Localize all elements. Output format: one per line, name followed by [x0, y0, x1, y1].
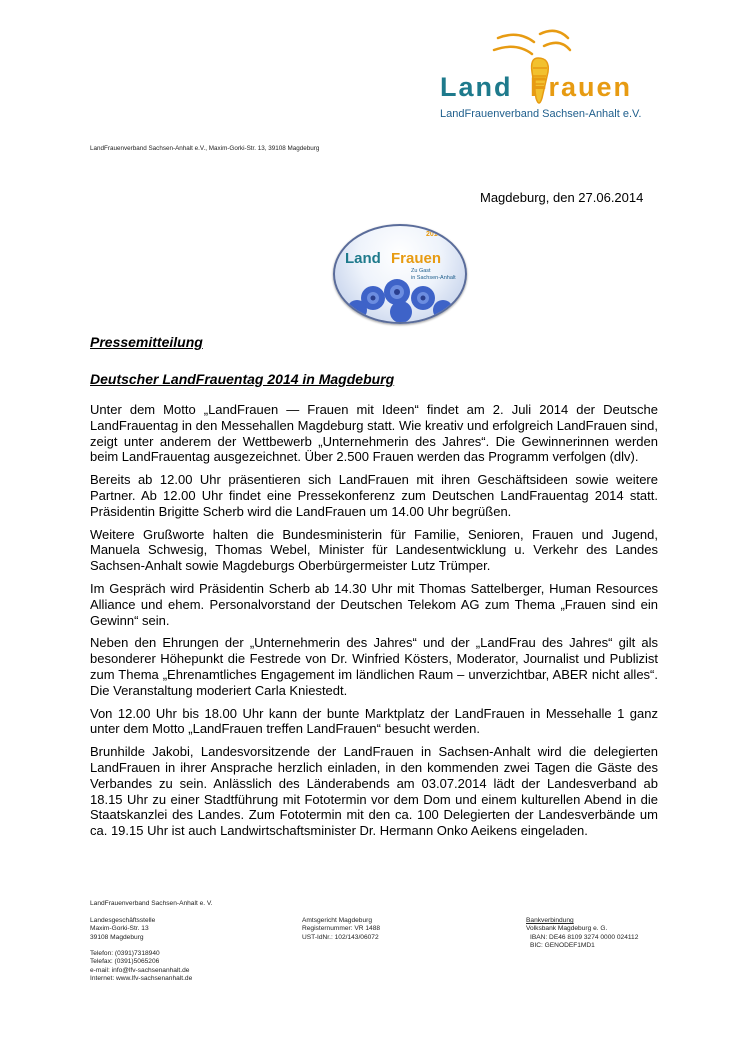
- footer-iban: IBAN: DE46 8109 3274 0000 024112: [530, 933, 639, 941]
- footer-phone: Telefon: (0391)7318940: [90, 950, 160, 957]
- logo-subtitle: LandFrauenverband Sachsen-Anhalt e.V.: [440, 108, 642, 120]
- footer-line: Registernummer: VR 1488: [302, 925, 381, 933]
- footer-org-name: LandFrauenverband Sachsen-Anhalt e. V.: [90, 900, 213, 907]
- footer-registry: [302, 917, 380, 942]
- paragraph: Von 12.00 Uhr bis 18.00 Uhr kann der bunte Marktplatz der LandFrauen in Messehalle 1 ganz unter dem Motto „LandFrauen treffen LandFrauen“ besucht werden.: [90, 705, 658, 737]
- event-badge: [333, 224, 467, 324]
- sender-address-line: LandFrauenverband Sachsen-Anhalt e.V., Maxim-Gorki-Str. 13, 39108 Magdeburg: [90, 145, 320, 152]
- paragraph: Weitere Grußworte halten die Bundesministerin für Familie, Senioren, Frauen und Jugend, Manuela Schwesig, Thomas Webel, Minister für Landesentwicklung u. Verkehr des Landes Sachsen-Anhalt sowie Magdeburgs Oberbürgermeister Lutz Trümper.: [90, 526, 658, 574]
- article-title: Deutscher LandFrauentag 2014 in Magdeburg: [90, 371, 395, 387]
- badge-tagline-2: in Sachsen-Anhalt: [411, 275, 456, 281]
- paragraph: Unter dem Motto „LandFrauen — Frauen mit Ideen“ findet am 2. Juli 2014 der Deutsche LandFrauentag in den Messehallen Magdeburg statt. Wie kreativ und erfolgreich LandFrauen sind, zeigt unter anderem der Wettbewerb „Unternehmerin des Jahres“. Die Gewinnerinnen werden beim LandFrauentag ausgezeichnet. Über 2.500 Frauen werden das Programm verfolgen (dlv).: [90, 402, 658, 465]
- footer-line: UST-IdNr.: 102/143/06072: [302, 933, 379, 941]
- footer-line: 39108 Magdeburg: [90, 933, 144, 941]
- footer-bank-heading: Bankverbindung: [526, 917, 574, 924]
- article-body: [90, 402, 658, 846]
- letter-date: Magdeburg, den 27.06.2014: [480, 190, 644, 205]
- paragraph: Im Gespräch wird Präsidentin Scherb ab 14.30 Uhr mit Thomas Sattelberger, Human Resources Alliance und ehem. Personalvorstand der Deutschen Telekom AG zum Thema „Frauen sind ein Gewinn“ sein.: [90, 580, 658, 628]
- badge-year: 2014: [426, 231, 442, 238]
- footer-bank: [526, 917, 638, 951]
- paragraph: Brunhilde Jakobi, Landesvorsitzende der LandFrauen in Sachsen-Anhalt wird die delegierten LandFrauen in ihrer Ansprache herzlich einladen, in den kommenden zwei Tagen die Gäste des Verbandes zu sein. Anlässlich des Länderabends am 03.07.2014 lädt der Landesverband ab 18.15 Uhr zu einer Stadtführung mit Fototermin vor dem Dom und einem kulturellen Abend in die Staatskanzlei des Landes. Zum Fototermin mit den ca. 100 Delegierten der Landesverbände um ca. 19.15 Uhr ist auch Landwirtschaftsminister Dr. Hermann Onko Aeikens eingeladen.: [90, 744, 658, 839]
- footer-website: Internet: www.lfv-sachsenanhalt.de: [90, 975, 193, 983]
- footer-office-address: [90, 917, 155, 942]
- paragraph: Neben den Ehrungen der „Unternehmerin des Jahres“ und der „LandFrau des Jahres“ gilt als besonderer Höhepunkt die Festrede von Dr. Winfried Kösters, Moderator, Journalist und Publizist zum Thema „Ehrenamtliches Engagement im ländlichen Raum – unverzichtbar, ABER nicht alles“. Die Veranstaltung moderiert Carla Kniestedt.: [90, 635, 658, 698]
- press-release-heading: Pressemitteilung: [90, 334, 203, 350]
- footer-line: Landesgeschäftsstelle: [90, 917, 156, 924]
- logo-land-text: Land: [440, 72, 513, 102]
- footer-contact: [90, 950, 192, 984]
- footer-fax: Telefax: (0391)5065206: [90, 958, 160, 966]
- paragraph: Bereits ab 12.00 Uhr präsentieren sich LandFrauen mit ihren Geschäftsideen sowie weitere Partner. Ab 12.00 Uhr findet eine Pressekonferenz zum Deutschen LandFrauentag 2014 statt. Präsidentin Brigitte Scherb wird die LandFrauen um 14.00 Uhr begrüßen.: [90, 472, 658, 519]
- footer-line: Volksbank Magdeburg e. G.: [526, 925, 608, 933]
- badge-frauen-text: Frauen: [391, 250, 442, 267]
- landfrauen-logo: [438, 28, 668, 123]
- footer-line: Amtsgericht Magdeburg: [302, 917, 373, 924]
- footer-email: e-mail: info@lfv-sachsenanhalt.de: [90, 966, 190, 974]
- logo-frauen-text: Frauen: [530, 72, 633, 102]
- badge-land-text: Land: [345, 250, 381, 267]
- footer-bic: BIC: GENODEF1MD1: [530, 942, 595, 950]
- footer-line: Maxim-Gorki-Str. 13: [90, 925, 149, 933]
- badge-tagline-1: Zu Gast: [411, 268, 431, 274]
